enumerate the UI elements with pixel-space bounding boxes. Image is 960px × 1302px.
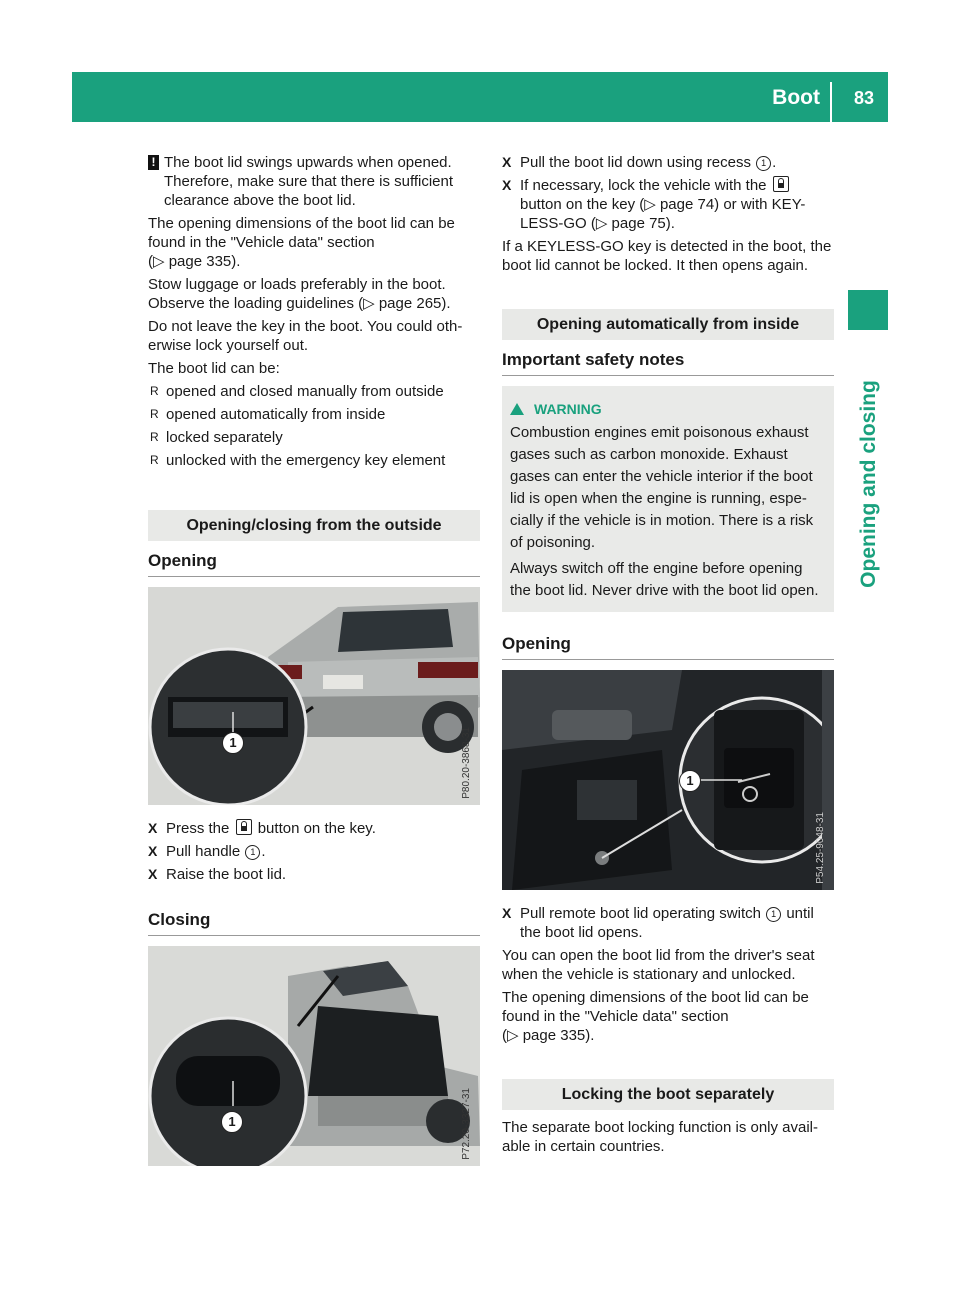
instruction-step: X If necessary, lock the vehicle with the button on the key (▷ page 74) or with KEY- LESS-GO (▷ page 75). [502, 177, 806, 232]
bullet-icon: R [150, 407, 159, 421]
step-arrow-icon: X [148, 866, 158, 882]
section-heading: Opening/closing from the outside [148, 510, 480, 541]
unlock-button-icon [236, 819, 252, 835]
callout-1-icon: 1 [245, 845, 260, 860]
paragraph: If a KEYLESS-GO key is detected in the boot, the boot lid cannot be locked. It then opens again. [502, 238, 832, 274]
warning-title: WARNING [510, 398, 826, 420]
warning-box [502, 386, 834, 612]
warning-text: Combustion engines emit poisonous exhaust gases such as carbon monoxide. Exhaust gases can enter the vehicle interior if the boot lid is open when the engine is running, espe- cially if the vehicle is in motion. There is a risk of poisoning. [510, 424, 814, 551]
step-arrow-icon: X [148, 843, 158, 859]
page-number: 83 [853, 88, 874, 108]
open-boot-illustration [148, 946, 480, 1166]
bullet-icon: R [150, 453, 159, 467]
boot-handle-photo [148, 587, 480, 805]
header-bar [72, 72, 888, 122]
note-text: The boot lid swings upwards when opened. Therefore, make sure that there is sufficient clearance above the boot lid. [164, 154, 454, 209]
header-divider [830, 82, 832, 122]
paragraph: You can open the boot lid from the driver's seat when the vehicle is stationary and unlocked. [502, 947, 815, 983]
warning-text: Always switch off the engine before opening the boot lid. Never drive with the boot lid open. [510, 560, 819, 599]
callout-1-icon: 1 [756, 156, 771, 171]
instruction-step: X Press the button on the key. [148, 820, 376, 837]
side-tab-label: Opening and closing [857, 380, 880, 588]
subheading: Important safety notes [502, 350, 834, 376]
right-column [502, 153, 834, 1160]
paragraph: The opening dimensions of the boot lid can be found in the "Vehicle data" section (▷ page 335). [502, 989, 809, 1044]
side-thumb-block [848, 290, 888, 330]
note [148, 153, 480, 210]
chapter-title: Boot [772, 86, 820, 109]
boot-closing-photo [148, 946, 480, 1166]
list-item: R opened automatically from inside [150, 406, 386, 423]
bullet-icon: R [150, 430, 159, 444]
step-arrow-icon: X [502, 177, 512, 193]
side-tab [850, 345, 886, 635]
subheading: Closing [148, 910, 480, 936]
left-column [148, 153, 480, 1166]
warning-icon [510, 403, 524, 415]
step-arrow-icon: X [502, 905, 512, 921]
lock-button-icon [773, 176, 789, 192]
door-panel-illustration [502, 670, 834, 890]
paragraph: The separate boot locking function is only avail- able in certain countries. [502, 1119, 819, 1155]
paragraph: Do not leave the key in the boot. You could oth- erwise lock yourself out. [148, 318, 463, 354]
list-item: R locked separately [150, 429, 283, 446]
instruction-step: X Pull remote boot lid operating switch 1 until the boot lid opens. [502, 905, 814, 941]
callout-1: 1 [679, 770, 701, 792]
subheading: Opening [502, 634, 834, 660]
image-code: P72.20-3327-31 [461, 1088, 472, 1160]
list-item: R unlocked with the emergency key element [150, 452, 446, 469]
paragraph: The opening dimensions of the boot lid can be found in the "Vehicle data" section (▷ page 335). [148, 215, 455, 270]
bullet-icon: R [150, 384, 159, 398]
callout-1: 1 [221, 1111, 243, 1133]
section-heading: Opening automatically from inside [502, 309, 834, 340]
callout-1: 1 [222, 732, 244, 754]
callout-1-icon: 1 [766, 907, 781, 922]
instruction-step: X Pull handle 1 . [148, 843, 266, 860]
image-code: P80.20-3868-31 [461, 727, 472, 799]
door-switch-photo [502, 670, 834, 890]
image-code: P54.25-9048-31 [815, 812, 826, 884]
note-icon: ! [148, 155, 159, 170]
instruction-step: X Pull the boot lid down using recess 1 . [502, 154, 777, 171]
paragraph: The boot lid can be: [148, 360, 280, 377]
car-rear-illustration [148, 587, 480, 805]
section-heading: Locking the boot separately [502, 1079, 834, 1110]
step-arrow-icon: X [502, 154, 512, 170]
list-item: R opened and closed manually from outside [150, 383, 444, 400]
paragraph: Stow luggage or loads preferably in the boot. Observe the loading guidelines (▷ page 265). [148, 276, 451, 312]
instruction-step: X Raise the boot lid. [148, 866, 287, 883]
step-arrow-icon: X [148, 820, 158, 836]
subheading: Opening [148, 551, 480, 577]
